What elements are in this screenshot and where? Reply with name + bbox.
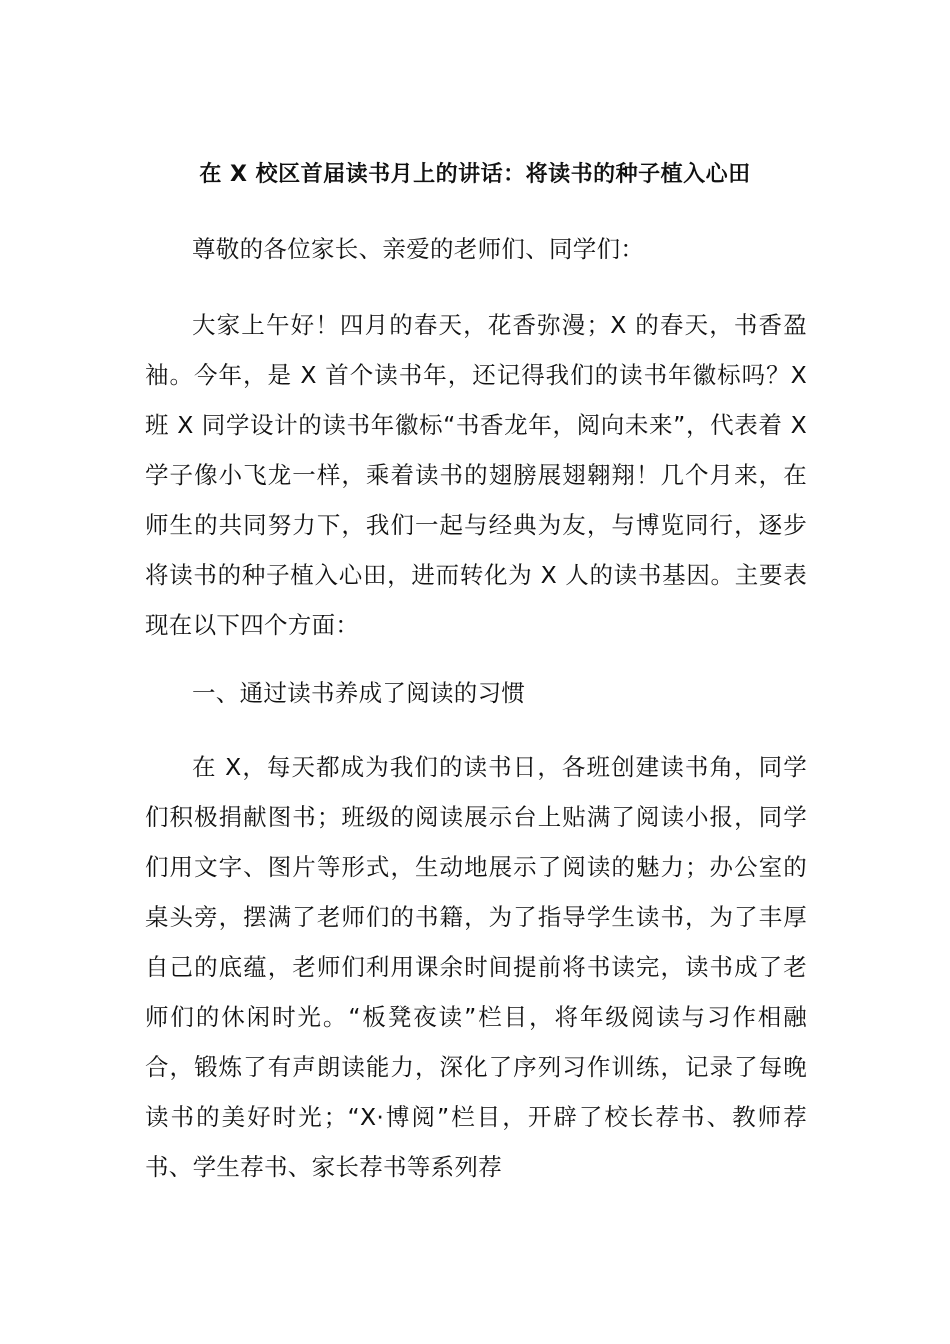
document-title: 在 X 校区首届读书月上的讲话：将读书的种子植入心田 [199,162,751,187]
section-1-body-paragraph: 在 X，每天都成为我们的读书日，各班创建读书角，同学们积极捐献图书；班级的阅读展示台上贴满了阅读小报，同学们用文字、图片等形式，生动地展示了阅读的魅力；办公室的桌头旁，摆满了老师们的书籍，为了指导学生读书，为了丰厚自己的底蕴，老师们利用课余时间提前将书读完，读书成了老师们的休闲时光。“板凳夜读”栏目，将年级阅读与习作相融合，锻炼了有声朗读能力，深化了序列习作训练，记录了每晚读书的美好时光；“X·博阅”栏目，开辟了校长荐书、教师荐书、学生荐书、家长荐书等系列荐 [145,753,807,1181]
intro-paragraph: 大家上午好！四月的春天，花香弥漫；X 的春天，书香盈袖。今年，是 X 首个读书年，还记得我们的读书年徽标吗？X 班 X 同学设计的读书年徽标“书香龙年，阅向未来”，代表着 X 学子像小飞龙一样，乘着读书的翅膀展翅翱翔！几个月来，在师生的共同努力下，我们一起与经典为友，与博览同行，逐步将读书的种子植入心田，进而转化为 X 人的读书基因。主要表现在以下四个方面： [145,311,807,639]
section-heading-1: 一、通过读书养成了阅读的习惯 [192,679,526,707]
salutation-paragraph: 尊敬的各位家长、亲爱的老师们、同学们： [192,235,645,263]
